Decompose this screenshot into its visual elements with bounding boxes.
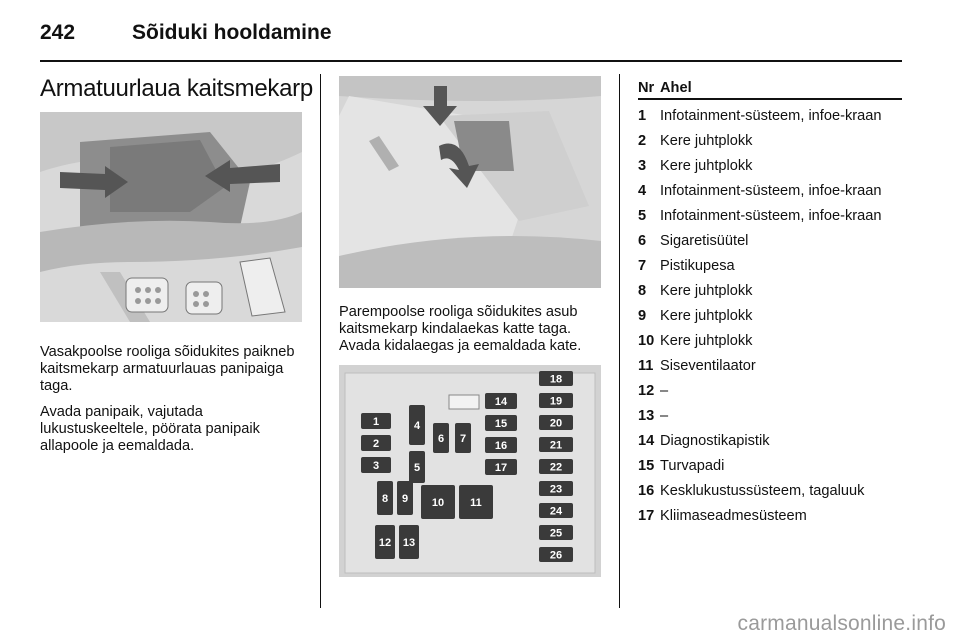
fuse-table-row — [638, 383, 902, 400]
fuse-slot — [399, 525, 419, 559]
fuse-slot — [539, 503, 573, 518]
fuse-number: 16 — [638, 483, 655, 499]
fuse-table-row — [638, 433, 902, 450]
fuse-table-row — [638, 208, 902, 225]
fuse-number: 14 — [638, 433, 655, 449]
fuse-number: 1 — [638, 108, 647, 124]
fuse-slot — [397, 481, 413, 515]
fuse-slot — [539, 481, 573, 496]
header-circuit: Ahel — [660, 80, 692, 96]
fusebox-diagram — [339, 365, 601, 577]
fuse-circuit: Kliimaseadmesüsteem — [660, 508, 807, 524]
fuse-table-row — [638, 333, 902, 350]
fuse-label: 11 — [470, 497, 482, 509]
figure-fusebox — [339, 365, 601, 577]
fuse-circuit: Infotainment-süsteem, infoe-kraan — [660, 183, 882, 199]
fuse-label: 15 — [494, 418, 508, 430]
fuse-label: 8 — [381, 493, 389, 505]
fuse-slot — [421, 485, 455, 519]
fuse-label: 2 — [372, 438, 380, 450]
fuse-number: 12 — [638, 383, 655, 399]
fuse-slot — [361, 435, 391, 451]
fuse-circuit: Siseventilaator — [660, 358, 756, 374]
fuse-table-row — [638, 483, 902, 500]
fuse-slot — [539, 437, 573, 452]
fuse-circuit: Kere juhtplokk — [660, 133, 753, 149]
page-number: 242 — [40, 21, 76, 44]
fuse-label: 19 — [549, 395, 563, 408]
fuse-slot — [361, 457, 391, 473]
fuse-number: 15 — [638, 458, 655, 474]
figure-lhd-glovebox — [40, 112, 302, 322]
fuse-number: 6 — [638, 233, 647, 249]
fuse-number: 2 — [638, 133, 647, 149]
fuse-circuit: Kere juhtplokk — [660, 158, 753, 174]
fuse-slot — [361, 413, 391, 429]
fuse-slot — [539, 393, 573, 408]
fuse-slot — [539, 525, 573, 540]
fuse-label: 13 — [402, 537, 416, 549]
fuse-label: 10 — [431, 497, 445, 509]
fuse-slot — [485, 437, 517, 453]
fuse-slot — [455, 423, 471, 453]
fuse-table-row — [638, 408, 902, 425]
fuse-table-row — [638, 283, 902, 300]
fuse-label: 25 — [549, 527, 563, 540]
fuse-slot — [433, 423, 449, 453]
fuse-circuit: Infotainment-süsteem, infoe-kraan — [660, 108, 882, 124]
fuse-table-row — [638, 258, 902, 275]
dashboard-illustration — [40, 112, 302, 322]
fuse-slot — [375, 525, 395, 559]
fuse-label: 24 — [549, 505, 563, 518]
brake-pedal-icon — [126, 278, 168, 312]
fuse-circuit: Kere juhtplokk — [660, 333, 753, 349]
fuse-label: 16 — [494, 440, 508, 452]
figure-rhd-glovebox — [339, 76, 601, 288]
fuse-circuit: – — [660, 383, 669, 399]
fuse-label: 7 — [459, 433, 467, 445]
fuse-slot — [539, 415, 573, 430]
fuse-slot — [539, 459, 573, 474]
fuse-table — [638, 108, 902, 525]
fuse-label: 26 — [549, 549, 563, 562]
fuse-label: 9 — [401, 493, 409, 505]
fuse-table-row — [638, 233, 902, 250]
fuse-number: 11 — [638, 358, 654, 374]
fuse-table-row — [638, 458, 902, 475]
fuse-label: 12 — [378, 537, 392, 549]
fuse-slot — [539, 547, 573, 562]
fuse-number: 13 — [638, 408, 655, 424]
header-nr: Nr — [638, 80, 655, 96]
fuse-number: 3 — [638, 158, 647, 174]
fuse-circuit: Infotainment-süsteem, infoe-kraan — [660, 208, 882, 224]
chapter-title: Sõiduki hooldamine — [132, 21, 332, 44]
page-header — [40, 14, 902, 58]
lhd-removal-text: Avada panipaik, vajutada lukustuskeeltele, pöörata panipaik allapoole ja eemaldada. — [40, 404, 260, 454]
fuse-label: 18 — [549, 373, 563, 386]
rhd-location-text: Parempoolse rooliga sõidukites asub kaitsmekarp kindalaekas katte taga. Avada kidalaegas ja eemaldada kate. — [339, 304, 582, 354]
fuse-table-row — [638, 183, 902, 200]
fuse-label: 20 — [549, 417, 563, 430]
fuse-slot — [377, 481, 393, 515]
fuse-label: 22 — [549, 461, 563, 474]
fuse-circuit: Turvapadi — [660, 458, 725, 474]
fuse-number: 9 — [638, 308, 647, 324]
fuse-circuit: Kere juhtplokk — [660, 283, 753, 299]
fuse-slot — [485, 459, 517, 475]
fuse-circuit: Kesklukustussüsteem, tagaluuk — [660, 483, 865, 499]
fuse-label: 14 — [494, 396, 508, 408]
fuse-number: 17 — [638, 508, 655, 524]
fuse-slot — [485, 393, 517, 409]
fuse-slot — [459, 485, 493, 519]
fuse-slot — [485, 415, 517, 431]
fuse-label: 17 — [494, 462, 508, 474]
column-right — [638, 74, 902, 525]
fuse-table-row — [638, 133, 902, 150]
column-middle — [339, 74, 601, 577]
fuse-number: 5 — [638, 208, 647, 224]
fuse-slot — [409, 405, 425, 445]
fuse-number: 10 — [638, 333, 655, 349]
watermark: carmanualsonline.info — [737, 612, 946, 635]
fuse-number: 8 — [638, 283, 647, 299]
clutch-pedal-icon — [186, 282, 222, 314]
lhd-location-text: Vasakpoolse rooliga sõidukites paikneb kaitsmekarp armatuurlauas panipaiga taga. — [40, 344, 295, 394]
glovebox-illustration — [339, 76, 601, 288]
fuse-table-header — [638, 74, 902, 100]
fuse-number: 7 — [638, 258, 647, 274]
fuse-circuit: – — [660, 408, 669, 424]
fuse-label: 6 — [437, 433, 445, 445]
fuse-circuit: Sigaretisüütel — [660, 233, 749, 249]
fuse-label: 1 — [372, 416, 380, 428]
fuse-table-row — [638, 108, 902, 125]
section-title: Armatuurlaua kaitsmekarp — [40, 75, 313, 102]
fuse-circuit: Pistikupesa — [660, 258, 735, 274]
fuse-table-row — [638, 308, 902, 325]
header-rule — [40, 60, 902, 62]
fuse-slot — [539, 371, 573, 386]
fuse-label: 4 — [413, 420, 421, 432]
fuse-label: 23 — [549, 483, 563, 496]
fuse-label: 21 — [549, 439, 563, 452]
column-divider — [320, 74, 321, 608]
fuse-number: 4 — [638, 183, 647, 199]
fuse-table-row — [638, 358, 902, 375]
fuse-circuit: Diagnostikapistik — [660, 433, 770, 449]
column-divider — [619, 74, 620, 608]
fuse-circuit: Kere juhtplokk — [660, 308, 753, 324]
fuse-slot — [409, 451, 425, 483]
fuse-table-row — [638, 508, 902, 525]
fuse-label: 5 — [413, 462, 421, 474]
fuse-label: 3 — [372, 460, 380, 472]
column-left — [40, 74, 313, 455]
fuse-table-row — [638, 158, 902, 175]
